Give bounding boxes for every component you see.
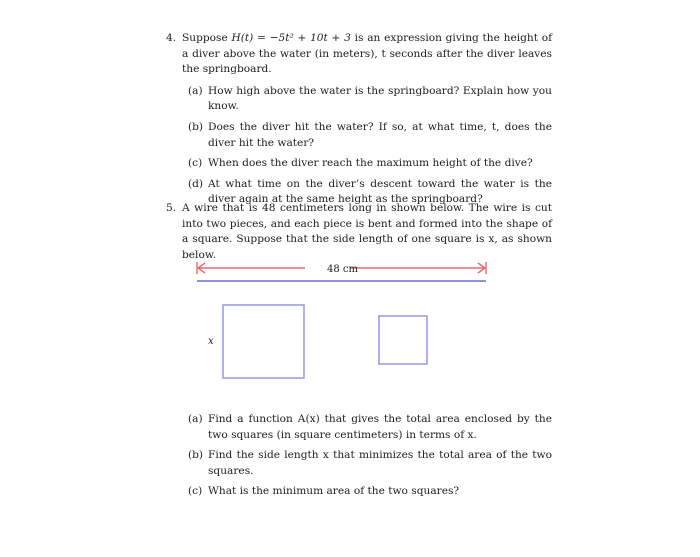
part-label: (a) — [188, 413, 203, 425]
part-text: What is the minimum area of the two squares? — [208, 485, 460, 498]
part-label: (d) — [188, 177, 204, 190]
problem-4-stem-suffix: is an expression giving the height of a diver above the water (in meters), t seconds after the diver leaves the springboard. — [182, 32, 552, 76]
problem-4-number: 4. — [166, 32, 177, 44]
part-text: When does the diver reach the maximum height of the dive? — [208, 157, 533, 170]
part-label: (c) — [188, 157, 203, 170]
problem-5-part-a — [188, 412, 552, 443]
problem-5-number: 5. — [166, 202, 177, 214]
side-length-label: x — [208, 336, 214, 347]
problem-5-parts — [188, 412, 552, 505]
part-text: At what time on the diver’s descent toward the water is the diver again at the same height as the springboard? — [208, 177, 552, 206]
problem-4-stem-prefix: Suppose — [182, 32, 228, 44]
part-label: (a) — [188, 84, 203, 97]
large-square — [223, 305, 304, 378]
part-label: (c) — [188, 485, 203, 498]
height-expression: H(t) = −5t² + 10t + 3 — [231, 32, 351, 44]
problem-5-stem: A wire that is 48 centimeters long in shown below. The wire is cut into two pieces, and each piece is bent and formed into the shape of a square. Suppose that the side length of one square is x, as shown below. — [182, 202, 552, 261]
part-text: Find a function A(x) that gives the total area enclosed by the two squares (in square centimeters) in terms of x. — [208, 413, 552, 441]
part-text: Does the diver hit the water? If so, at what time, t, does the diver hit the water? — [208, 120, 552, 149]
problem-5-part-c — [188, 484, 552, 500]
problem-5-part-b — [188, 448, 552, 479]
part-text: Find the side length x that minimizes the total area of the two squares. — [208, 449, 552, 477]
small-square — [379, 316, 427, 364]
part-label: (b) — [188, 120, 204, 133]
part-text: How high above the water is the springboard? Explain how you know. — [208, 84, 552, 113]
part-label: (b) — [188, 449, 204, 462]
wire-length-label: 48 cm — [327, 264, 358, 275]
